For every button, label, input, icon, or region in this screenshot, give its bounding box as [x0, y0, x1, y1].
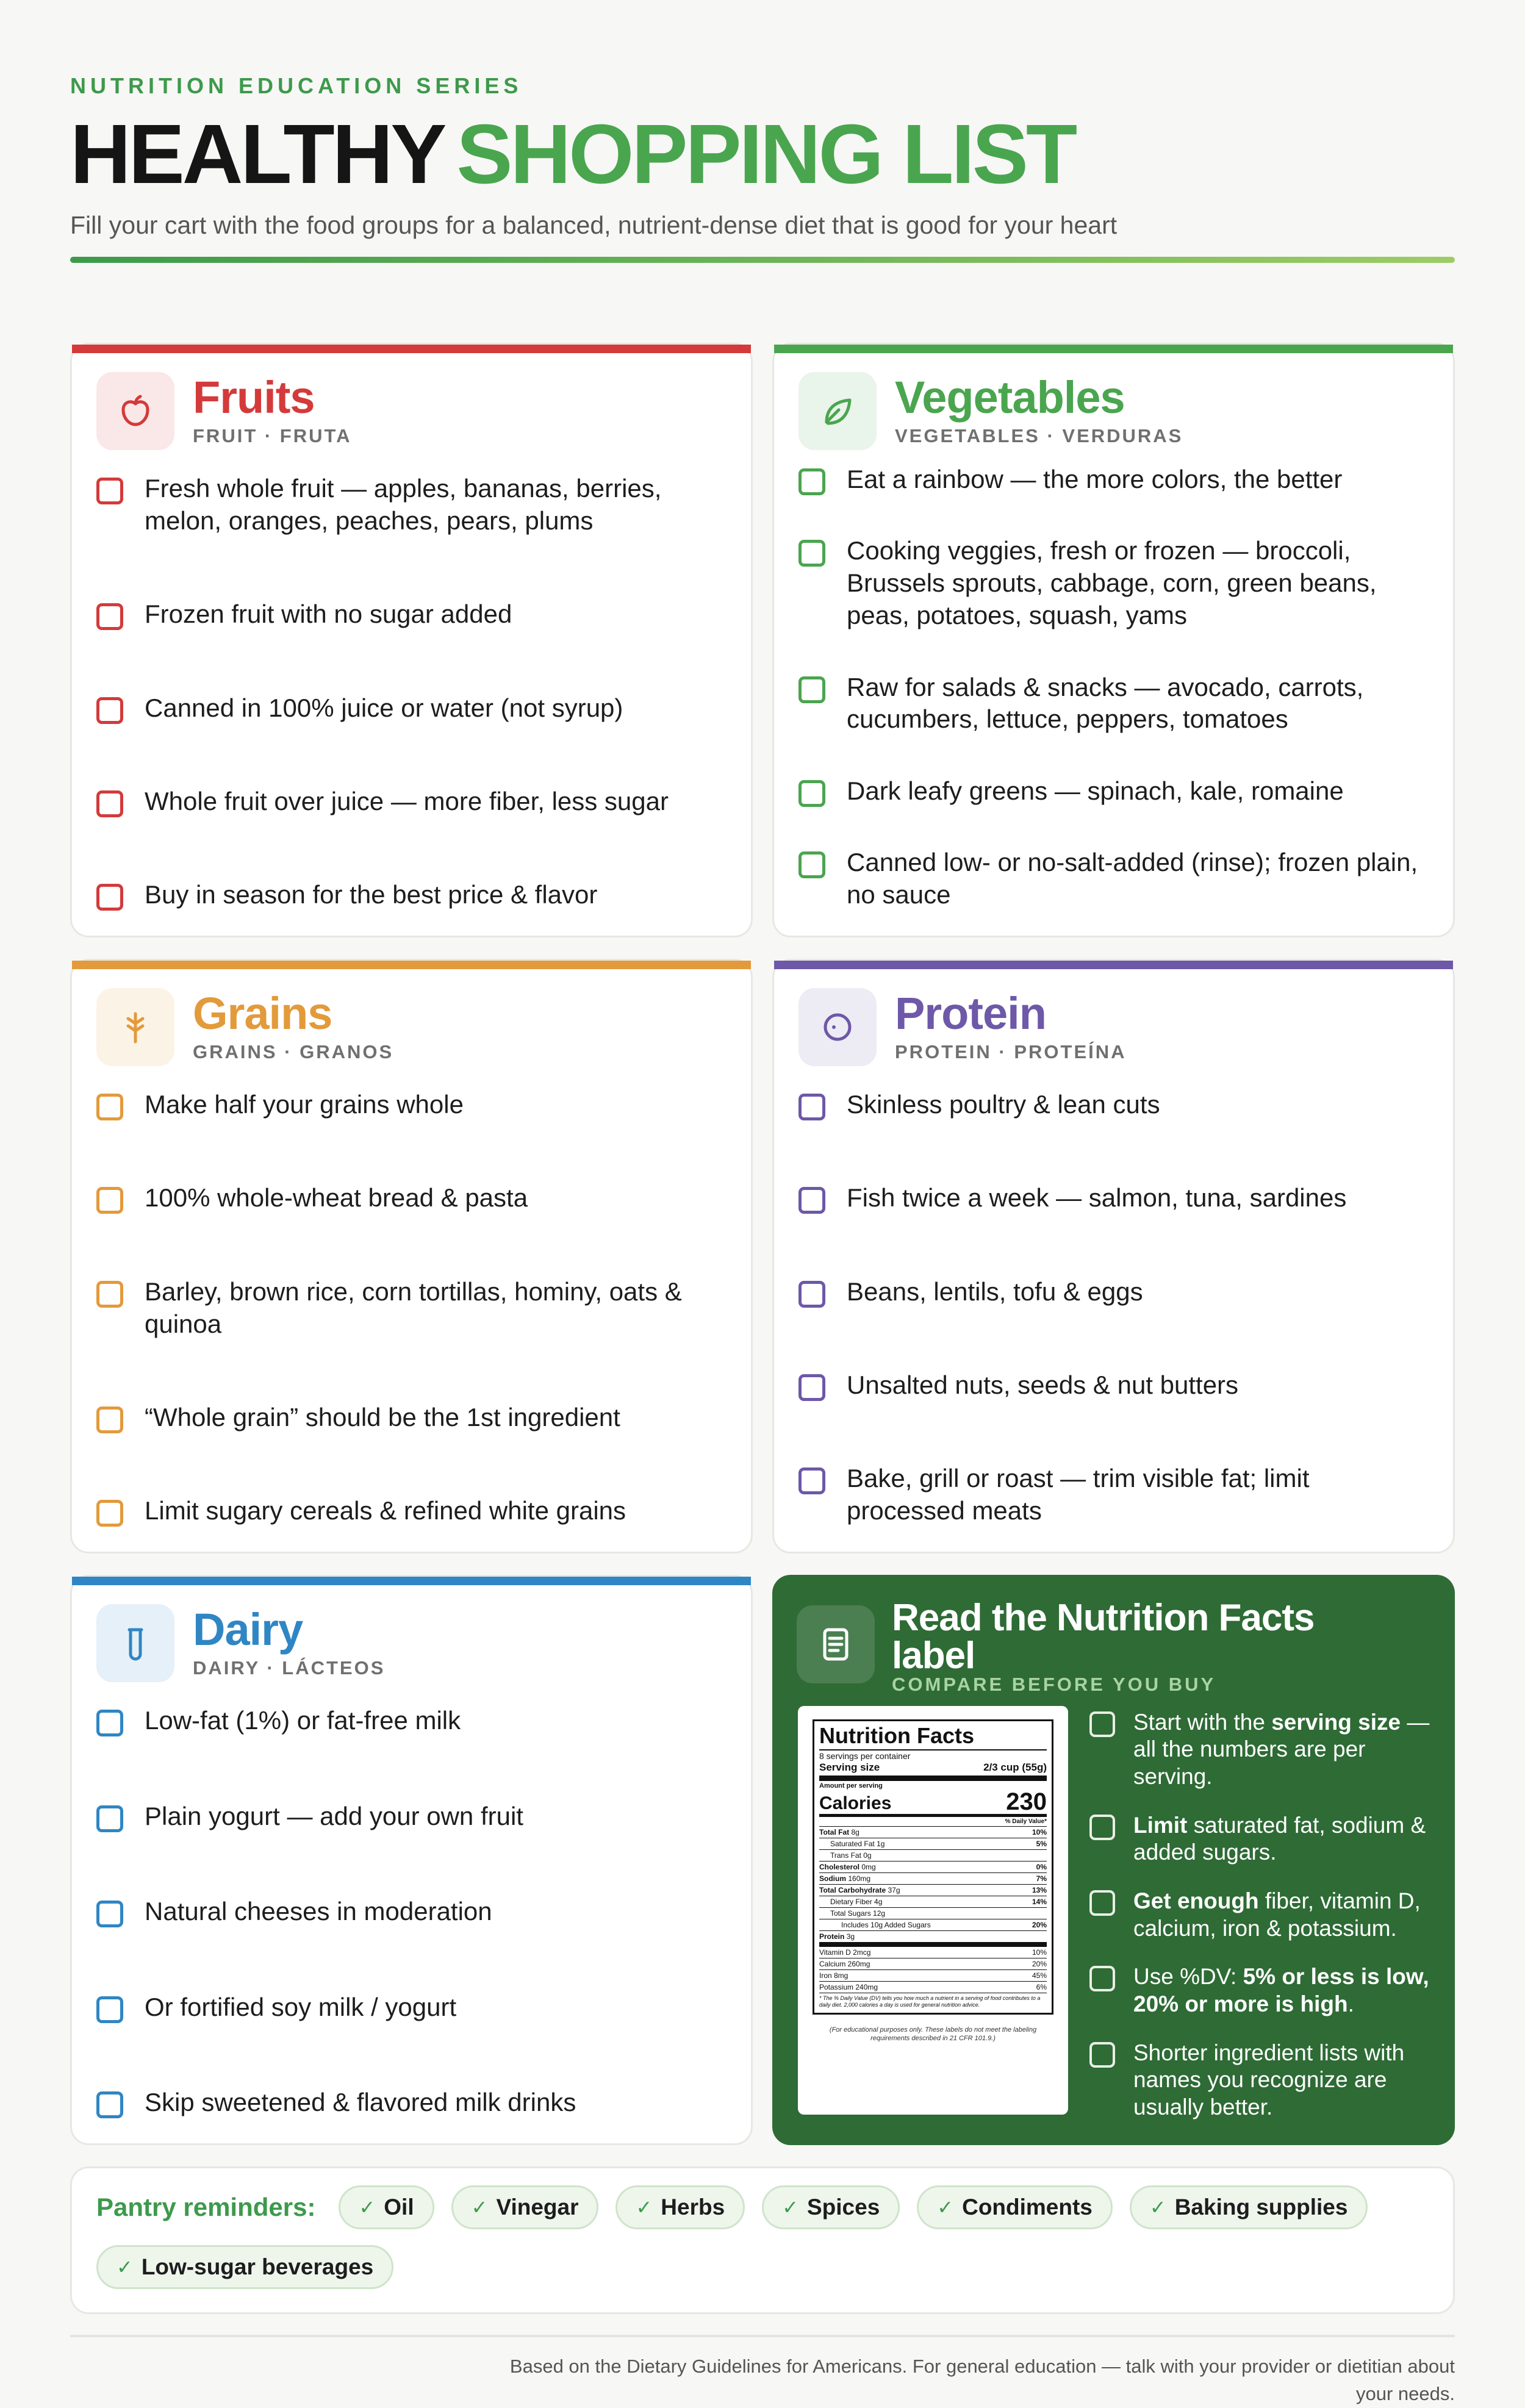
item-text: Beans, lentils, tofu & eggs	[847, 1277, 1143, 1306]
item-text: Skip sweetened & flavored milk drinks	[145, 2088, 576, 2117]
card-topbar	[774, 961, 1453, 969]
nutrient-row	[819, 1885, 1047, 1896]
serving-size-label: Serving size	[819, 1761, 880, 1774]
nutrient-amount: 160mg	[848, 1874, 871, 1883]
list-item[interactable]	[96, 879, 727, 911]
nutrient-amount: 0mg	[861, 1863, 876, 1872]
checkbox[interactable]	[1089, 1815, 1115, 1840]
calories-value: 230	[1006, 1788, 1047, 1816]
category-title: Fruits	[193, 372, 315, 423]
grains-list	[96, 1089, 727, 1527]
vitamin-label: Vitamin D 2mcg	[819, 1948, 871, 1957]
nutrient-row	[819, 1873, 1047, 1885]
nutrition-tips-list	[1089, 1709, 1432, 2121]
item-text: Fresh whole fruit — apples, bananas, berries, melon, oranges, peaches, pears, plums	[145, 474, 662, 535]
item-text: Bake, grill or roast — trim visible fat; limit processed meats	[847, 1464, 1310, 1525]
checkbox[interactable]	[96, 1805, 123, 1832]
serving-size-value: 2/3 cup (55g)	[983, 1761, 1047, 1774]
tip-text-post: — all the numbers are per serving.	[1133, 1710, 1430, 1789]
tip-text-bold: serving size	[1271, 1710, 1401, 1735]
pantry-chip-label: Baking supplies	[1174, 2195, 1348, 2220]
nutrient-name	[819, 1932, 855, 1941]
card-header	[96, 988, 393, 1066]
list-item[interactable]	[798, 672, 1429, 736]
checkbox[interactable]	[96, 478, 123, 504]
tip-text-pre: Use %DV:	[1133, 1964, 1243, 1990]
checkbox[interactable]	[798, 676, 825, 703]
checkbox[interactable]	[96, 1710, 123, 1736]
footer-divider	[70, 2335, 1455, 2337]
nutrient-row	[819, 1862, 1047, 1873]
card-topbar	[72, 961, 751, 969]
nutrition-subtitle: COMPARE BEFORE YOU BUY	[892, 1674, 1216, 1695]
nutrient-label: Total Fat	[819, 1828, 850, 1837]
tip-text	[1133, 1709, 1432, 1790]
category-title: Dairy	[193, 1604, 303, 1655]
calories-label: Calories	[819, 1793, 892, 1814]
tip-text	[1133, 1963, 1432, 2018]
list-item[interactable]	[96, 2087, 727, 2119]
tip-text-pre: Shorter ingredient lists with names you recognize are usually better.	[1133, 2040, 1405, 2120]
checkbox[interactable]	[798, 1187, 825, 1214]
checkbox[interactable]	[96, 1500, 123, 1527]
nutrient-dv: 0%	[1036, 1863, 1047, 1872]
tip-text-bold: Get enough	[1133, 1888, 1259, 1914]
item-text: Whole fruit over juice — more fiber, less sugar	[145, 786, 669, 815]
pantry-label: Pantry reminders:	[96, 2193, 316, 2221]
item-text: Unsalted nuts, seeds & nut butters	[847, 1370, 1239, 1399]
list-item[interactable]	[96, 473, 727, 537]
document-icon	[797, 1605, 875, 1683]
list-item[interactable]	[798, 1369, 1429, 1402]
nutrient-dv: 10%	[1032, 1828, 1047, 1837]
pantry-chip[interactable]	[917, 2185, 1113, 2229]
vegetables-card	[772, 343, 1455, 937]
nutrient-amount: 1g	[877, 1840, 885, 1849]
nutrient-amount: 4g	[874, 1897, 883, 1907]
nutrient-amount: 3g	[846, 1932, 855, 1941]
page-subtitle: Fill your cart with the food groups for a balanced, nutrient-dense diet that is good for your heart	[70, 211, 1118, 239]
item-text: Buy in season for the best price & flavor	[145, 880, 598, 909]
nutrition-tip[interactable]	[1089, 1963, 1432, 2018]
checkbox[interactable]	[96, 603, 123, 630]
milk-glass-icon	[96, 1604, 174, 1682]
item-text: Barley, brown rice, corn tortillas, hominy, oats & quinoa	[145, 1277, 682, 1338]
list-item[interactable]	[96, 1896, 727, 1928]
list-item[interactable]	[798, 535, 1429, 632]
card-header	[798, 988, 1127, 1066]
item-text: Cooking veggies, fresh or frozen — broccoli, Brussels sprouts, cabbage, corn, green beans, peas, potatoes, squash, yams	[847, 536, 1377, 630]
card-header	[96, 372, 352, 450]
wheat-icon	[96, 988, 174, 1066]
nutrient-name	[819, 1874, 870, 1883]
list-item[interactable]	[96, 692, 727, 725]
pantry-chip-label: Herbs	[661, 2195, 725, 2220]
tip-text	[1133, 2040, 1432, 2121]
tip-text-bold: Limit	[1133, 1812, 1188, 1838]
list-item[interactable]	[96, 1089, 727, 1121]
vitamin-row	[819, 1947, 1047, 1958]
header-divider	[70, 257, 1455, 263]
check-icon: ✓	[359, 2196, 376, 2218]
check-icon: ✓	[937, 2196, 954, 2218]
list-item[interactable]	[798, 847, 1429, 911]
pantry-chip-label: Low-sugar beverages	[141, 2254, 374, 2279]
card-header	[96, 1604, 385, 1682]
item-text: Natural cheeses in moderation	[145, 1897, 492, 1926]
nutrient-label: Protein	[819, 1932, 845, 1941]
label-servings: 8 servings per container	[819, 1751, 911, 1761]
protein-list	[798, 1089, 1429, 1527]
label-heading: Nutrition Facts	[819, 1725, 1047, 1750]
tip-text	[1133, 1812, 1432, 1866]
label-serving-size	[819, 1761, 1047, 1781]
item-text: Eat a rainbow — the more colors, the better	[847, 465, 1343, 493]
vegetables-list	[798, 464, 1429, 911]
nutrient-row	[819, 1838, 1047, 1850]
checkbox[interactable]	[1089, 1966, 1115, 1991]
category-title: Grains	[193, 988, 332, 1039]
checkbox[interactable]	[96, 2091, 123, 2118]
tip-text	[1133, 1888, 1432, 1942]
daily-value-header: % Daily Value*	[819, 1817, 1047, 1827]
footer-note: Based on the Dietary Guidelines for Americans. For general education — talk with your provider or dietitian about your needs.	[509, 2356, 1455, 2404]
card-topbar	[72, 1577, 751, 1585]
list-item[interactable]	[96, 1705, 727, 1737]
nutrient-amount: 37g	[888, 1886, 900, 1895]
checkbox[interactable]	[798, 540, 825, 567]
item-text: Plain yogurt — add your own fruit	[145, 1801, 523, 1830]
category-subtitle: VEGETABLES · VERDURAS	[895, 425, 1183, 446]
vitamin-dv: 20%	[1032, 1960, 1047, 1969]
check-icon: ✓	[636, 2196, 653, 2218]
item-text: Canned low- or no-salt-added (rinse); frozen plain, no sauce	[847, 848, 1418, 909]
card-header	[798, 372, 1183, 450]
pantry-chip-label: Vinegar	[496, 2195, 579, 2220]
apple-icon	[96, 372, 174, 450]
page-title	[70, 107, 1455, 201]
vitamin-row	[819, 1982, 1047, 1993]
item-text: 100% whole-wheat bread & pasta	[145, 1183, 528, 1213]
nutrient-label: Saturated Fat	[830, 1840, 875, 1849]
card-topbar	[774, 345, 1453, 353]
checkbox[interactable]	[1089, 1711, 1115, 1737]
protein-card	[772, 959, 1455, 1553]
nutrient-label: Cholesterol	[819, 1863, 860, 1872]
vitamin-dv: 45%	[1032, 1971, 1047, 1980]
nutrient-amount: 8g	[851, 1828, 859, 1837]
list-item[interactable]	[96, 1801, 727, 1833]
checkbox[interactable]	[96, 1281, 123, 1308]
item-text: Make half your grains whole	[145, 1090, 464, 1119]
fish-icon	[798, 988, 877, 1066]
tip-text-post: saturated fat, sodium & added sugars.	[1133, 1812, 1426, 1865]
nutrient-amount: 0g	[863, 1851, 872, 1860]
nutrient-name	[819, 1886, 900, 1894]
tip-text-post: .	[1347, 1991, 1354, 2016]
nutrient-row	[819, 1931, 1047, 1947]
amount-per-serving: Amount per serving	[819, 1782, 883, 1790]
dairy-card	[70, 1575, 753, 2145]
nutrient-label: Dietary Fiber	[830, 1897, 872, 1907]
item-text: Fish twice a week — salmon, tuna, sardines	[847, 1183, 1347, 1213]
checkbox[interactable]	[96, 1187, 123, 1214]
nutrient-dv: 7%	[1036, 1874, 1047, 1883]
card-heading	[193, 988, 394, 1063]
checkbox[interactable]	[1089, 2042, 1115, 2068]
label-footnote: * The % Daily Value (DV) tells you how much a nutrient in a serving of food contributes to a daily diet. 2,000 calories a day is used for general nutrition advice.	[819, 1995, 1041, 2008]
pantry-chip-label: Condiments	[962, 2195, 1093, 2220]
tip-text-bold: 5% or less is low, 20% or more is high	[1133, 1964, 1429, 2016]
series-eyebrow: NUTRITION EDUCATION SERIES	[70, 73, 523, 98]
pantry-chip-label: Spices	[807, 2195, 880, 2220]
item-text: Frozen fruit with no sugar added	[145, 600, 512, 629]
nutrient-row	[819, 1896, 1047, 1908]
nutrition-label-image	[798, 1706, 1068, 2115]
vitamin-label: Calcium 260mg	[819, 1960, 870, 1969]
checkbox[interactable]	[96, 1996, 123, 2023]
checkbox[interactable]	[96, 1094, 123, 1120]
vitamin-label: Iron 8mg	[819, 1971, 849, 1980]
list-item[interactable]	[96, 1402, 727, 1434]
nutrition-tip[interactable]	[1089, 1888, 1432, 1942]
grains-card	[70, 959, 753, 1553]
category-subtitle: PROTEIN · PROTEÍNA	[895, 1041, 1127, 1062]
item-text: Limit sugary cereals & refined white grains	[145, 1496, 626, 1525]
nutrient-row	[819, 1850, 1047, 1862]
vitamin-dv: 6%	[1036, 1983, 1047, 1992]
checkbox[interactable]	[96, 1901, 123, 1927]
nutrition-facts-card	[772, 1575, 1455, 2145]
nutrient-dv: 13%	[1032, 1886, 1047, 1895]
check-icon: ✓	[782, 2196, 798, 2218]
nutrient-row	[819, 1919, 1047, 1931]
vitamin-row	[819, 1970, 1047, 1982]
item-text: Or fortified soy milk / yogurt	[145, 1992, 457, 2021]
checkbox[interactable]	[798, 851, 825, 878]
list-item[interactable]	[798, 1276, 1429, 1308]
list-item[interactable]	[798, 1182, 1429, 1214]
list-item[interactable]	[798, 1089, 1429, 1121]
checkbox[interactable]	[798, 1374, 825, 1401]
pantry-chip[interactable]	[615, 2185, 745, 2229]
pantry-chip[interactable]	[451, 2185, 599, 2229]
nutrient-name	[830, 1897, 882, 1906]
check-icon: ✓	[471, 2196, 488, 2218]
nutrient-label: Trans Fat	[830, 1851, 861, 1860]
card-heading	[895, 372, 1183, 447]
item-text: Canned in 100% juice or water (not syrup)	[145, 693, 623, 722]
nutrition-title: Read the Nutrition Facts label	[892, 1597, 1315, 1677]
nutrient-name	[819, 1828, 859, 1836]
nutrient-name	[841, 1921, 931, 1929]
pantry-reminders	[70, 2166, 1455, 2314]
fruits-card	[70, 343, 753, 937]
item-text: Dark leafy greens — spinach, kale, romaine	[847, 776, 1344, 805]
nutrient-label: Total Carbohydrate	[819, 1886, 886, 1895]
vitamin-label: Potassium 240mg	[819, 1983, 878, 1992]
item-text: “Whole grain” should be the 1st ingredient	[145, 1402, 620, 1432]
checkbox[interactable]	[798, 1467, 825, 1494]
card-heading	[193, 372, 352, 447]
list-item[interactable]	[798, 464, 1429, 496]
checkbox[interactable]	[96, 1406, 123, 1433]
nutrient-dv: 20%	[1032, 1921, 1047, 1930]
fruits-list	[96, 473, 727, 911]
vitamin-dv: 10%	[1032, 1948, 1047, 1957]
check-icon: ✓	[117, 2256, 133, 2278]
nutrition-label	[813, 1719, 1053, 2015]
nutrient-label: Includes 10g Added Sugars	[841, 1921, 931, 1930]
nutrient-row	[819, 1827, 1047, 1838]
label-calories	[819, 1790, 1047, 1817]
vitamin-rows	[819, 1947, 1047, 1993]
nutrient-name	[830, 1851, 872, 1860]
nutrient-name	[830, 1840, 884, 1848]
category-title: Protein	[895, 988, 1046, 1039]
list-item[interactable]	[798, 775, 1429, 808]
category-subtitle: FRUIT · FRUTA	[193, 425, 352, 446]
checkbox[interactable]	[96, 790, 123, 817]
check-icon: ✓	[1149, 2196, 1166, 2218]
nutrient-label: Sodium	[819, 1874, 846, 1883]
pantry-chips	[96, 2185, 1429, 2289]
nutrient-name	[819, 1863, 876, 1871]
nutrient-dv: 14%	[1032, 1897, 1047, 1907]
nutrition-tip[interactable]	[1089, 1812, 1432, 1866]
checkbox[interactable]	[798, 1094, 825, 1120]
nutrient-row	[819, 1908, 1047, 1919]
nutrient-rows	[819, 1827, 1047, 1947]
checkbox[interactable]	[798, 780, 825, 807]
nutrient-amount: 12g	[873, 1909, 886, 1918]
list-item[interactable]	[798, 1463, 1429, 1527]
title-part-1: HEALTHY	[70, 107, 445, 201]
card-heading	[193, 1604, 386, 1679]
label-disclaimer: (For educational purposes only. These labels do not meet the labeling requirements described in 21 CFR 101.9.)	[829, 2026, 1037, 2042]
dairy-list	[96, 1705, 727, 2119]
pantry-chip[interactable]	[96, 2245, 393, 2289]
nutrient-label: Total Sugars	[830, 1909, 871, 1918]
tip-text-pre: Start with the	[1133, 1710, 1272, 1735]
checkbox[interactable]	[798, 1281, 825, 1308]
category-subtitle: DAIRY · LÁCTEOS	[193, 1657, 386, 1679]
checkbox[interactable]	[96, 884, 123, 911]
card-heading	[895, 988, 1127, 1063]
checkbox[interactable]	[1089, 1890, 1115, 1916]
leaf-icon	[798, 372, 877, 450]
list-item[interactable]	[96, 786, 727, 818]
list-item[interactable]	[96, 1276, 727, 1341]
pantry-chip[interactable]	[1130, 2185, 1368, 2229]
item-text: Low-fat (1%) or fat-free milk	[145, 1706, 461, 1735]
category-subtitle: GRAINS · GRANOS	[193, 1041, 394, 1062]
nutrition-tip[interactable]	[1089, 2040, 1432, 2121]
card-topbar	[72, 345, 751, 353]
checkbox[interactable]	[96, 697, 123, 724]
list-item[interactable]	[96, 598, 727, 631]
category-title: Vegetables	[895, 372, 1125, 423]
item-text: Skinless poultry & lean cuts	[847, 1090, 1160, 1119]
item-text: Raw for salads & snacks — avocado, carrots, cucumbers, lettuce, peppers, tomatoes	[847, 672, 1364, 734]
tip-text-post: fiber, vitamin D, calcium, iron & potassium.	[1133, 1888, 1421, 1941]
pantry-chip-label: Oil	[384, 2195, 414, 2220]
checkbox[interactable]	[798, 468, 825, 495]
list-item[interactable]	[96, 1182, 727, 1214]
nutrient-name	[830, 1909, 885, 1918]
pantry-chip[interactable]	[762, 2185, 900, 2229]
nutrient-dv: 5%	[1036, 1840, 1047, 1849]
pantry-chip[interactable]	[339, 2185, 434, 2229]
list-item[interactable]	[96, 1495, 727, 1527]
title-part-2: SHOPPING LIST	[456, 107, 1075, 201]
nutrition-tip[interactable]	[1089, 1709, 1432, 1790]
nutrition-header	[797, 1599, 1392, 1683]
list-item[interactable]	[96, 1991, 727, 2024]
vitamin-row	[819, 1958, 1047, 1970]
page	[70, 73, 1455, 2404]
